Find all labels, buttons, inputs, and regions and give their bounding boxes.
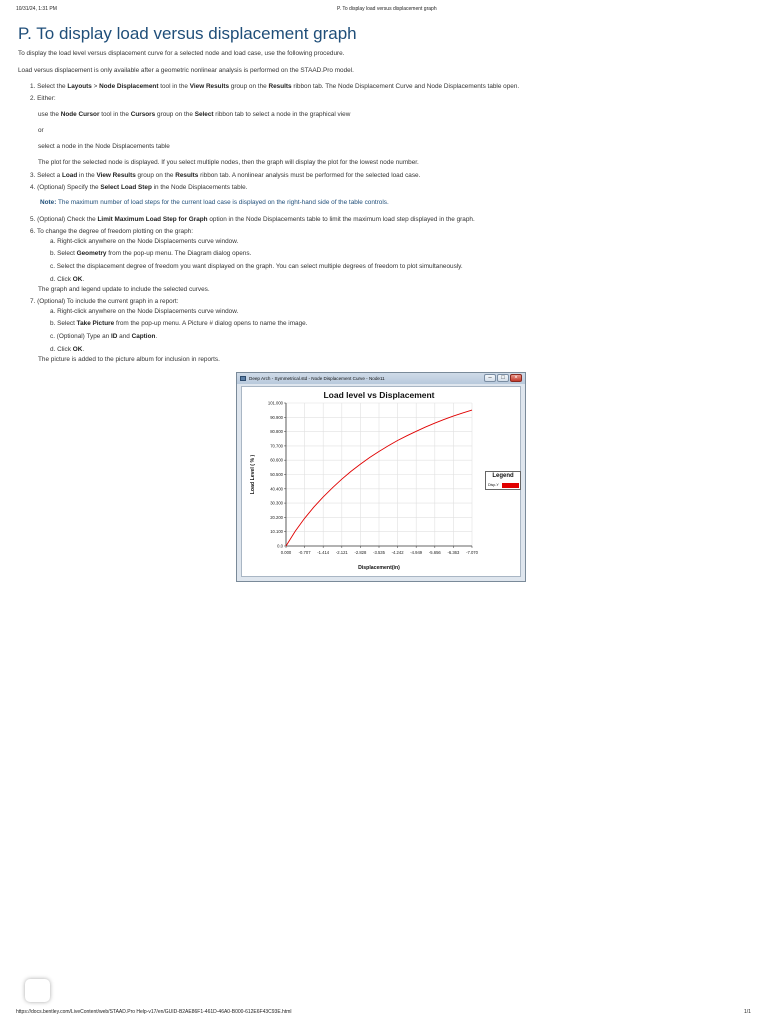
y-tick-label: 0.0 <box>277 543 283 549</box>
y-tick-label: 30.300 <box>270 500 283 506</box>
x-tick-label: -1.414 <box>317 550 330 555</box>
step-6a: a. Right-click anywhere on the Node Displacements curve window. <box>50 238 239 245</box>
x-tick-label: -2.121 <box>335 550 348 555</box>
print-page-number: 1/1 <box>744 1009 751 1015</box>
step-7c: c. (Optional) Type an ID and Caption. <box>50 333 158 340</box>
y-axis-label: Load Level ( % ) <box>250 454 256 495</box>
load-displacement-chart <box>242 387 522 580</box>
step-7d: d. Click OK. <box>50 346 85 353</box>
y-tick-label: 10.100 <box>270 529 283 535</box>
step-4: 4. (Optional) Specify the Select Load Step in the Node Displacements table. <box>30 184 248 191</box>
step-6: 6. To change the degree of freedom plotting on the graph: <box>30 228 193 235</box>
app-icon <box>240 376 246 381</box>
x-tick-label: -6.363 <box>447 550 460 555</box>
step-7a: a. Right-click anywhere on the Node Displacements curve window. <box>50 308 239 315</box>
window-controls <box>484 374 522 383</box>
print-url: https://docs.bentley.com/LiveContent/web/STAAD.Pro Help-v17/en/GUID-B2AE86F1-461D-46A0-B000-612E6F43C93E.html <box>16 1009 292 1015</box>
step-6b: b. Select Geometry from the pop-up menu. The Diagram dialog opens. <box>50 250 252 257</box>
step-2-result: The plot for the selected node is displayed. If you select multiple nodes, then the graph will display the plot for the lowest node number. <box>38 159 419 166</box>
step-7: 7. (Optional) To include the current graph in a report: <box>30 298 179 305</box>
chart-legend <box>485 471 521 490</box>
legend-series-name: Disp-Y <box>488 483 499 487</box>
page-title: P. To display load versus displacement graph <box>18 24 357 43</box>
note: Note: The maximum number of load steps for the current load case is displayed on the right-hand side of the table controls. <box>40 199 389 206</box>
chart-area <box>241 386 521 577</box>
step-2-option-a: use the Node Cursor tool in the Cursors group on the Select ribbon tab to select a node in the graphical view <box>38 111 351 118</box>
x-tick-label: 0.000 <box>280 550 292 555</box>
x-tick-label: -2.828 <box>354 550 367 555</box>
x-tick-label: -7.070 <box>466 550 478 555</box>
minimize-icon: – <box>484 374 496 382</box>
print-page-title: P. To display load versus displacement graph <box>337 6 437 12</box>
x-tick-label: -5.656 <box>428 550 441 555</box>
prerequisite-paragraph: Load versus displacement is only available after a geometric nonlinear analysis is performed on the STAAD.Pro model. <box>18 67 354 74</box>
window-title: Deep Arch - Symmetrical.std - Node Displacement Curve - Node11 <box>249 376 385 381</box>
y-tick-label: 40.400 <box>270 486 283 492</box>
x-axis-label: Displacement(in) <box>358 565 400 571</box>
y-tick-label: 60.600 <box>270 457 283 463</box>
step-2-option-b: select a node in the Node Displacements table <box>38 143 170 150</box>
print-datetime: 10/31/24, 1:31 PM <box>16 6 57 12</box>
y-tick-label: 20.200 <box>270 514 283 520</box>
step-1: 1. Select the Layouts > Node Displacement tool in the View Results group on the Results ribbon tab. The Node Displacement Curve and Node Displacements table open. <box>30 83 520 90</box>
maximize-icon: □ <box>497 374 509 382</box>
step-2-or: or <box>38 127 44 134</box>
x-tick-label: -3.535 <box>373 550 385 555</box>
y-tick-label: 70.700 <box>270 443 283 449</box>
step-7-result: The picture is added to the picture album for inclusion in reports. <box>38 356 220 363</box>
x-tick-label: -0.707 <box>298 550 311 555</box>
step-6d: d. Click OK. <box>50 276 85 283</box>
close-icon: × <box>510 374 522 382</box>
legend-title: Legend <box>492 473 514 479</box>
node-displacement-window-screenshot <box>236 372 526 582</box>
legend-series-swatch <box>502 483 519 488</box>
intro-paragraph: To display the load level versus displacement curve for a selected node and load case, use the following procedure. <box>18 50 345 57</box>
y-tick-label: 80.800 <box>270 429 283 435</box>
y-tick-label: 90.900 <box>270 414 283 420</box>
step-6c: c. Select the displacement degree of freedom you want displayed on the graph. You can select multiple degrees of freedom to plot simultaneously. <box>50 263 463 270</box>
floating-action-button[interactable] <box>25 979 50 1002</box>
step-5: 5. (Optional) Check the Limit Maximum Load Step for Graph option in the Node Displacements table to limit the maximum load step displayed in the graph. <box>30 216 475 223</box>
note-label: Note: <box>40 199 57 206</box>
chart-title: Load level vs Displacement <box>323 390 435 400</box>
x-tick-label: -4.242 <box>391 550 404 555</box>
step-2: 2. Either: <box>30 95 56 102</box>
window-titlebar <box>237 373 525 384</box>
x-tick-label: -4.949 <box>410 550 423 555</box>
step-7b: b. Select Take Picture from the pop-up menu. A Picture # dialog opens to name the image. <box>50 320 308 327</box>
step-3: 3. Select a Load in the View Results group on the Results ribbon tab. A nonlinear analysis must be performed for the selected load case. <box>30 172 421 179</box>
y-tick-label: 50.500 <box>270 472 283 477</box>
y-tick-label: 101.000 <box>267 400 283 406</box>
article <box>18 24 753 363</box>
step-6-result: The graph and legend update to include the selected curves. <box>38 286 210 293</box>
